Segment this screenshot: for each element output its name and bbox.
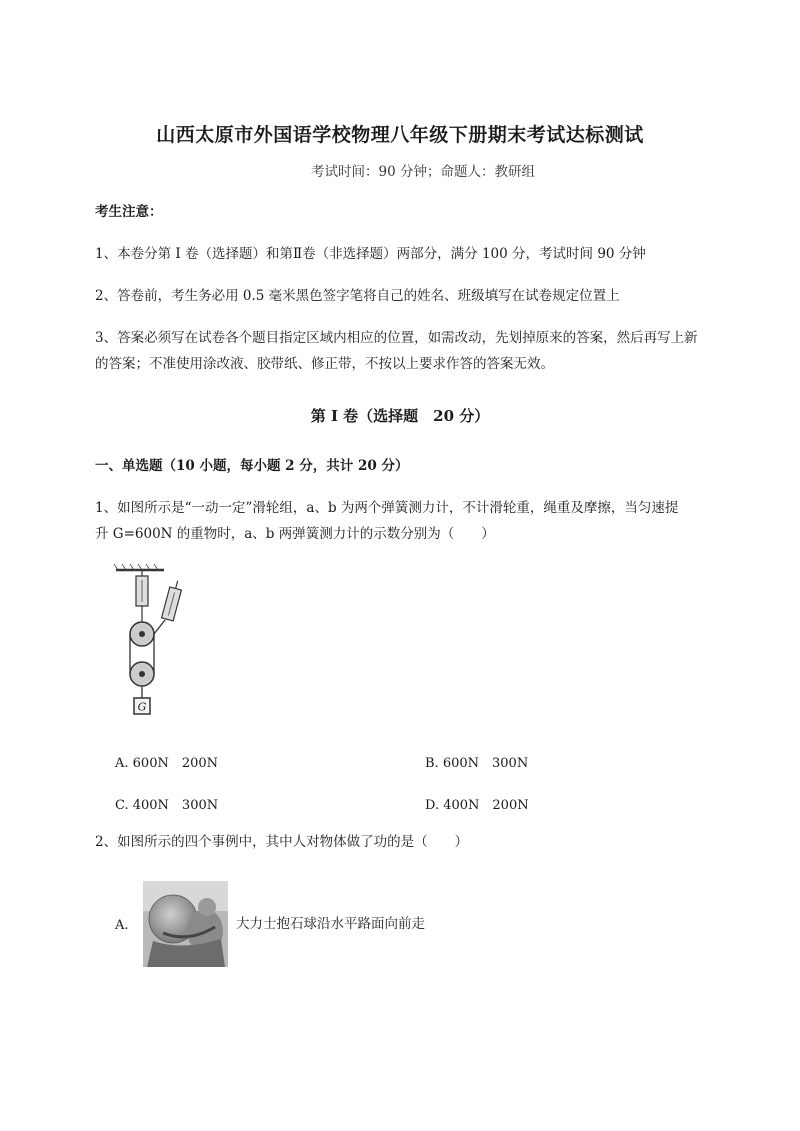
section-title: 第 I 卷（选择题 20 分） <box>310 407 490 425</box>
notice-item-3: 3、答案必须写在试卷各个题目指定区域内相应的位置，如需改动，先划掉原来的答案，然后再写上新 <box>95 330 698 346</box>
pulley-system-figure <box>112 562 202 722</box>
exam-info: 考试时间：90 分钟；命题人：教研组 <box>311 164 535 180</box>
page-title: 山西太原市外国语学校物理八年级下册期末考试达标测试 <box>156 124 644 146</box>
q2-option-a-letter[interactable]: A. <box>115 918 129 933</box>
part-heading: 一、单选题（10 小题，每小题 2 分，共计 20 分） <box>95 458 409 474</box>
question-1-stem-line2: 升 G=600N 的重物时，a、b 两弹簧测力计的示数分别为（ ） <box>95 526 495 542</box>
q2-option-a-text: 大力士抱石球沿水平路面向前走 <box>236 916 425 932</box>
notice-heading: 考生注意： <box>95 204 163 220</box>
q1-option-c[interactable]: C. 400N 300N <box>115 798 219 813</box>
weight-label: G <box>137 700 147 714</box>
strongman-photo <box>143 881 228 967</box>
q1-option-a[interactable]: A. 600N 200N <box>115 756 219 771</box>
question-1-stem-line1: 1、如图所示是“一动一定”滑轮组，a、b 为两个弹簧测力计，不计滑轮重，绳重及摩擦，当匀速提 <box>95 500 679 516</box>
notice-item-1: 1、本卷分第 I 卷（选择题）和第Ⅱ卷（非选择题）两部分，满分 100 分，考试时间 90 分钟 <box>95 246 646 262</box>
q1-option-d[interactable]: D. 400N 200N <box>425 798 529 813</box>
q1-option-b[interactable]: B. 600N 300N <box>425 756 529 771</box>
question-2-stem: 2、如图所示的四个事例中，其中人对物体做了功的是（ ） <box>95 834 469 850</box>
notice-item-2: 2、答卷前，考生务必用 0.5 毫米黑色签字笔将自己的姓名、班级填写在试卷规定位置上 <box>95 288 620 304</box>
notice-item-3-cont: 的答案；不准使用涂改液、胶带纸、修正带，不按以上要求作答的答案无效。 <box>95 356 554 372</box>
